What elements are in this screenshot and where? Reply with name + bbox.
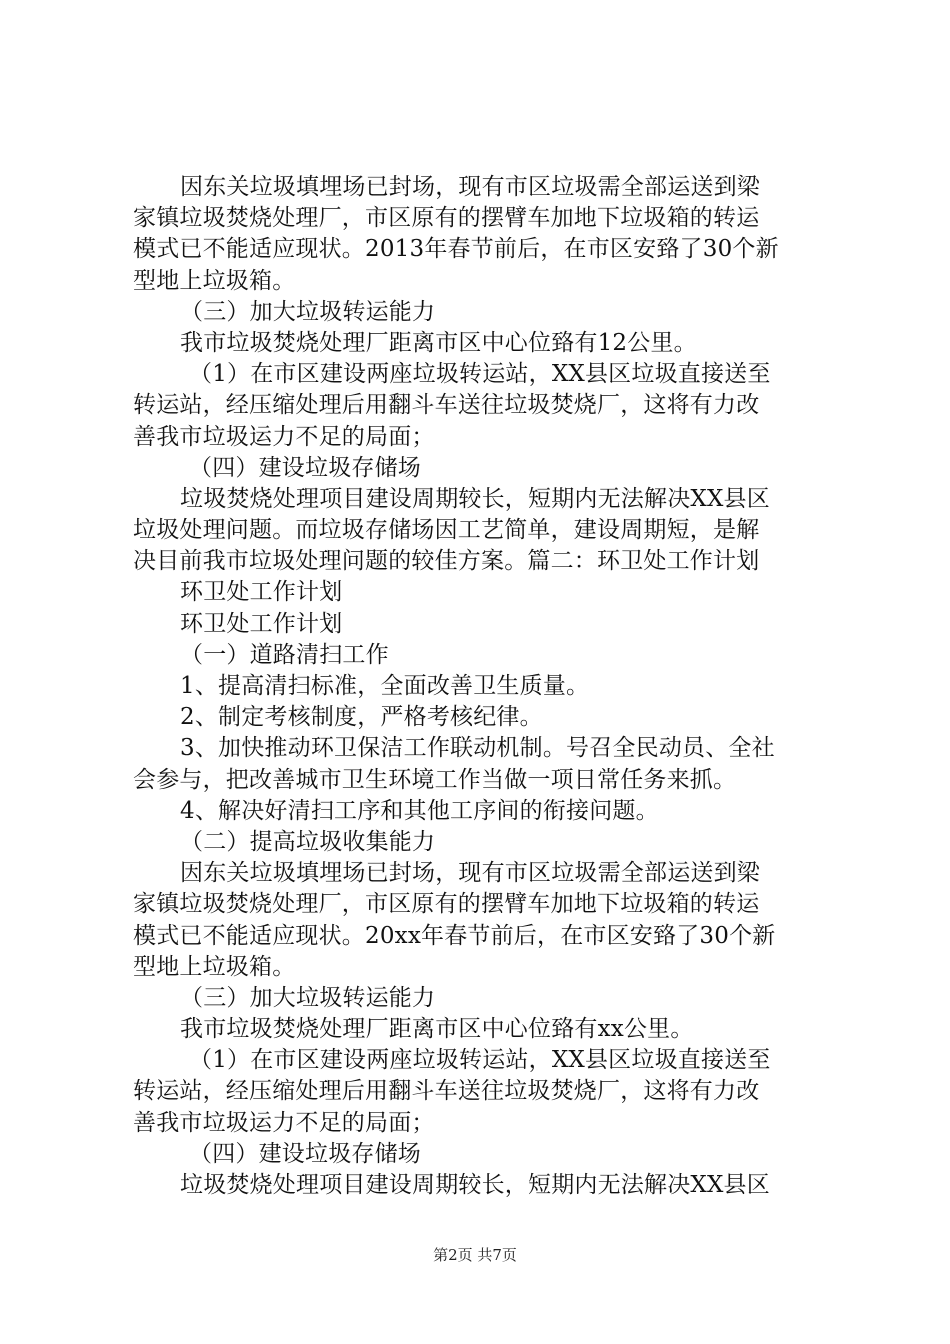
body-line: 型地上垃圾箱。 — [133, 953, 296, 980]
body-line: 型地上垃圾箱。 — [133, 267, 296, 294]
body-line: 转运站，经压缩处理后用翻斗车送往垃圾焚烧厂，这将有力改 — [133, 1078, 760, 1105]
body-line: 我市垃圾焚烧处理厂距离市区中心位臵有xx公里。 — [180, 1016, 694, 1043]
list-item: 2、制定考核制度，严格考核纪律。 — [180, 704, 543, 731]
body-line: 决目前我市垃圾处理问题的较佳方案。篇二：环卫处工作计划 — [133, 548, 760, 575]
body-line: 家镇垃圾焚烧处理厂，市区原有的摆臂车加地下垃圾箱的转运 — [133, 891, 760, 918]
list-item: 4、解决好清扫工序和其他工序间的衔接问题。 — [180, 797, 659, 824]
page-number-footer: 第2页 共7页 — [433, 1246, 517, 1264]
doc-title: 环卫处工作计划 — [180, 610, 343, 637]
section-heading: （二）提高垃圾收集能力 — [180, 828, 436, 855]
body-line: 我市垃圾焚烧处理厂距离市区中心位臵有12公里。 — [180, 329, 697, 356]
section-heading: （三）加大垃圾转运能力 — [180, 298, 436, 325]
document-body — [133, 172, 833, 1201]
section-heading: （一）道路清扫工作 — [180, 641, 389, 668]
body-line: 模式已不能适应现状。20xx年春节前后，在市区安臵了30个新 — [133, 922, 776, 949]
doc-title: 环卫处工作计划 — [180, 579, 343, 606]
body-line: 模式已不能适应现状。2013年春节前后，在市区安臵了30个新 — [133, 236, 779, 263]
section-heading: （四）建设垃圾存储场 — [189, 454, 421, 481]
body-line: 因东关垃圾填埋场已封场，现有市区垃圾需全部运送到梁 — [180, 174, 760, 200]
list-item: 1、提高清扫标准，全面改善卫生质量。 — [180, 673, 590, 699]
body-line: 会参与，把改善城市卫生环境工作当做一项日常任务来抓。 — [133, 766, 737, 793]
body-line: 家镇垃圾焚烧处理厂，市区原有的摆臂车加地下垃圾箱的转运 — [133, 205, 760, 232]
list-item: 3、加快推动环卫保洁工作联动机制。号召全民动员、全社 — [180, 735, 775, 762]
body-line: 善我市垃圾运力不足的局面； — [133, 1109, 435, 1136]
body-line: 转运站，经压缩处理后用翻斗车送往垃圾焚烧厂，这将有力改 — [133, 392, 760, 419]
body-line: 善我市垃圾运力不足的局面； — [133, 423, 435, 450]
body-line: 垃圾焚烧处理项目建设周期较长，短期内无法解决XX县区 — [180, 485, 770, 512]
body-line: 垃圾处理问题。而垃圾存储场因工艺简单，建设周期短，是解 — [133, 517, 760, 544]
body-line: 因东关垃圾填埋场已封场，现有市区垃圾需全部运送到梁 — [180, 860, 760, 887]
body-line: 垃圾焚烧处理项目建设周期较长，短期内无法解决XX县区 — [180, 1172, 770, 1198]
body-line: （1）在市区建设两座垃圾转运站，XX县区垃圾直接送至 — [189, 361, 771, 388]
section-heading: （三）加大垃圾转运能力 — [180, 984, 436, 1011]
section-heading: （四）建设垃圾存储场 — [189, 1140, 421, 1167]
body-line: （1）在市区建设两座垃圾转运站，XX县区垃圾直接送至 — [189, 1047, 771, 1074]
